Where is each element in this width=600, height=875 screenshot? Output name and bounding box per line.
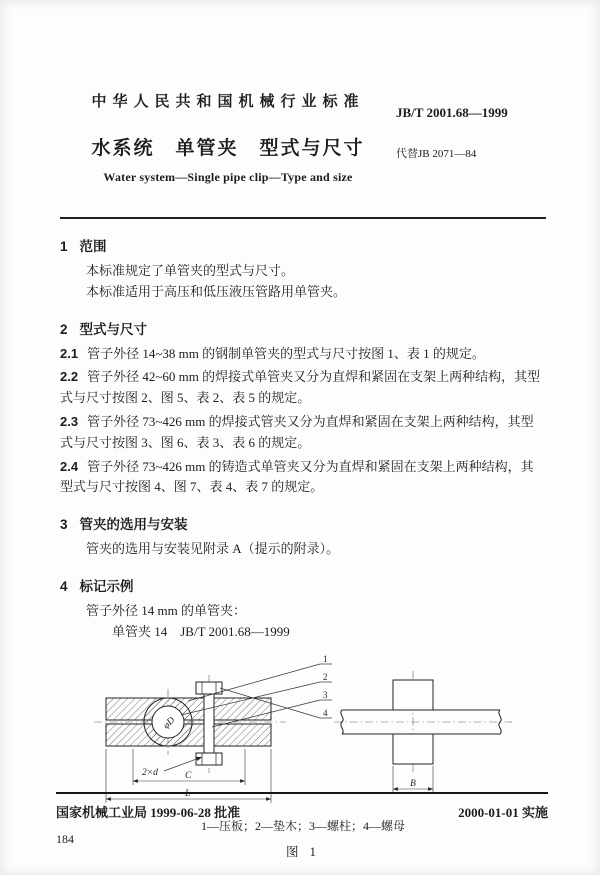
part-label-3: 3 (323, 689, 328, 700)
clause-paragraph (60, 412, 546, 454)
footer-rule (56, 792, 548, 794)
document-header (60, 90, 546, 185)
paragraph: 单管夹 14 JB/T 2001.68—1999 (112, 623, 290, 639)
paragraph: 管子外径 14 mm 的单管夹： (86, 602, 246, 618)
document-title: 水系统 单管夹 型式与尺寸 (91, 138, 365, 159)
org-title: 中华人民共和国机械行业标准 (91, 94, 365, 110)
section-number: 3 (60, 517, 68, 533)
section-title: 范围 (79, 239, 107, 254)
dim-label-B: B (410, 778, 416, 789)
paragraph: 本标准适用于高压和低压液压管路用单管夹。 (86, 283, 347, 299)
section-title: 型式与尺寸 (79, 321, 148, 337)
standard-number: JB/T 2001.68—1999 (396, 105, 508, 120)
clause-text: 管子外径 73~426 mm 的焊接式管夹又分为直焊和紧固在支架上两种结构，其型式与尺寸按图 3、图 6、表 3、表 6 的规定。 (60, 413, 534, 450)
section-heading (60, 513, 546, 533)
section-heading (60, 575, 546, 595)
section-title: 标记示例 (79, 578, 134, 594)
clause-paragraph (60, 367, 546, 409)
figure-caption: 图 1 (286, 844, 320, 859)
document-body (60, 235, 546, 643)
clause-number: 2.3 (60, 413, 79, 429)
figure-legend: 1—压板；2—垫木；3—螺柱；4—螺母 (200, 818, 405, 833)
pipe-clamp-drawing (88, 653, 518, 815)
section-number: 2 (60, 321, 68, 337)
approval-note: 国家机械工业局 1999-06-28 批准 (56, 805, 241, 820)
section-heading (60, 318, 546, 338)
clause-paragraph (60, 344, 546, 365)
dim-label-2xd: 2×d (142, 767, 158, 778)
part-label-2: 2 (323, 671, 328, 682)
document-footer (56, 792, 548, 847)
dim-label-phiD: φD (161, 715, 178, 731)
document-subtitle-en: Water system—Single pipe clip—Type and size (103, 170, 353, 184)
clause-number: 2.2 (60, 369, 79, 385)
page-number: 184 (56, 832, 74, 846)
section-number: 4 (60, 578, 68, 594)
footer-row (56, 802, 548, 821)
section-types-sizes (60, 318, 546, 499)
part-label-1: 1 (323, 653, 328, 664)
dim-label-L: L (185, 788, 191, 799)
clause-text: 管子外径 73~426 mm 的铸造式单管夹又分为直焊和紧固在支架上两种结构，其型式与尺寸按图 4、图 7、表 4、表 7 的规定。 (60, 458, 534, 495)
section-title: 管夹的选用与安装 (79, 517, 188, 533)
section-number: 1 (60, 239, 68, 254)
paragraph: 本标准规定了单管夹的型式与尺寸。 (86, 263, 295, 278)
clause-text: 管子外径 14~38 mm 的钢制单管夹的型式与尺寸按图 1、表 1 的规定。 (87, 345, 485, 361)
header-left (60, 90, 396, 185)
clause-paragraph (60, 457, 546, 499)
section-heading (60, 235, 546, 255)
clause-text: 管子外径 42~60 mm 的焊接式单管夹又分为直焊和紧固在支架上两种结构，其型式与尺寸按图 2、图 5、表 2、表 5 的规定。 (60, 369, 541, 406)
replaces-note: 代替JB 2071—84 (396, 148, 477, 160)
section-scope (60, 235, 546, 303)
effective-date: 2000-01-01 实施 (458, 805, 548, 820)
section-selection-install (60, 513, 546, 560)
paragraph: 管夹的选用与安装见附录 A（提示的附录）。 (86, 541, 340, 557)
header-right (396, 90, 546, 185)
clause-number: 2.1 (60, 345, 79, 361)
part-label-4: 4 (323, 707, 328, 718)
dim-label-C: C (185, 770, 192, 781)
header-rule (60, 217, 546, 219)
clause-number: 2.4 (60, 458, 79, 474)
section-marking-example (60, 575, 546, 643)
